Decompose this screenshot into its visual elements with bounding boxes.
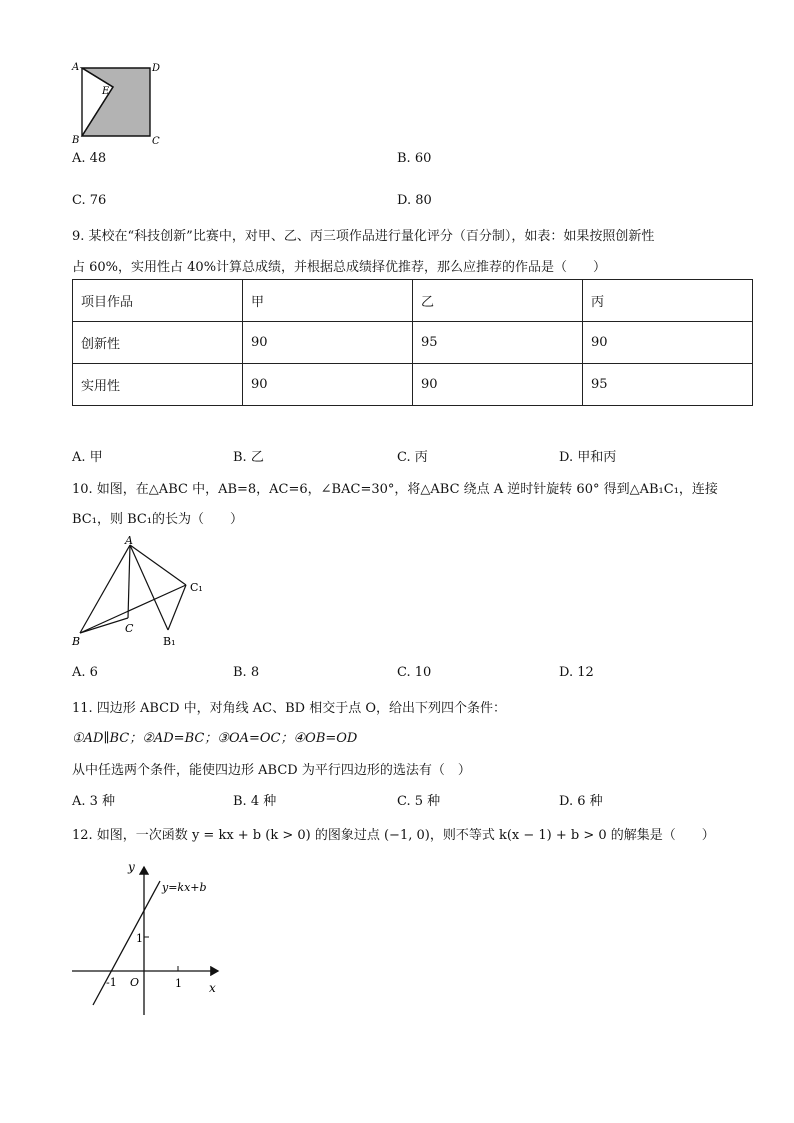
q10-stem-line2: BC₁，则 BC₁的长为（ ） [72, 512, 244, 527]
q8-option-a[interactable]: A. 48 [72, 151, 107, 166]
table-header-cell: 项目作品 [73, 280, 243, 322]
q8-option-c[interactable]: C. 76 [72, 193, 107, 208]
q11-stem-line1: 11. 四边形 ABCD 中，对角线 AC、BD 相交于点 O，给出下列四个条件： [72, 701, 506, 716]
q11-option-a[interactable]: A. 3 种 [72, 794, 116, 809]
q8-label-b: B [72, 135, 80, 146]
q12-label-one-y: 1 [136, 932, 143, 945]
table-cell: 95 [583, 364, 753, 406]
q12-line-graph [93, 881, 160, 1005]
q9-option-c[interactable]: C. 丙 [397, 450, 428, 465]
q10-label-b: B [72, 635, 81, 648]
q10-label-b1: B₁ [163, 635, 176, 648]
table-cell: 90 [243, 364, 413, 406]
q9-option-d[interactable]: D. 甲和丙 [559, 450, 617, 465]
q10-option-c[interactable]: C. 10 [397, 665, 432, 680]
q12-label-line: y=kx+b [162, 881, 207, 894]
table-cell: 创新性 [73, 322, 243, 364]
q10-label-a: A [125, 534, 133, 547]
q8-option-b[interactable]: B. 60 [397, 151, 432, 166]
q11-option-d[interactable]: D. 6 种 [559, 794, 603, 809]
q10-segment-ac [128, 545, 130, 618]
q10-label-c1: C₁ [190, 581, 203, 594]
table-header-cell: 乙 [413, 280, 583, 322]
table-cell: 实用性 [73, 364, 243, 406]
q9-score-table [72, 279, 753, 406]
q12-label-y: y [128, 860, 135, 874]
q12-label-minus-one: -1 [106, 976, 117, 989]
table-cell: 90 [413, 364, 583, 406]
q9-stem-line1: 9. 某校在“科技创新”比赛中，对甲、乙、丙三项作品进行量化评分（百分制），如表：如果按照创新性 [72, 229, 655, 244]
table-cell: 95 [413, 322, 583, 364]
q10-figure [68, 535, 218, 655]
q9-option-b[interactable]: B. 乙 [233, 450, 264, 465]
q12-label-origin: O [130, 976, 140, 989]
q8-label-d: D [152, 63, 161, 74]
q10-option-d[interactable]: D. 12 [559, 665, 594, 680]
table-header-cell: 丙 [583, 280, 753, 322]
q10-stem-line1: 10. 如图，在△ABC 中，AB=8，AC=6，∠BAC=30°，将△ABC 绕点 A 逆时针旋转 60° 得到△AB₁C₁，连接 [72, 482, 718, 497]
q8-label-a: A [72, 62, 80, 73]
q10-option-b[interactable]: B. 8 [233, 665, 260, 680]
table-cell: 90 [243, 322, 413, 364]
table-header-cell: 甲 [243, 280, 413, 322]
q10-option-a[interactable]: A. 6 [72, 665, 98, 680]
q11-conditions: ①AD∥BC；②AD=BC；③OA=OC；④OB=OD [72, 731, 358, 746]
q11-option-b[interactable]: B. 4 种 [233, 794, 277, 809]
q8-shaded-region [82, 68, 150, 136]
q9-option-a[interactable]: A. 甲 [72, 450, 103, 465]
table-row [73, 364, 753, 406]
q9-stem-line2: 占 60%，实用性占 40%计算总成绩，并根据总成绩择优推荐，那么应推荐的作品是（ ） [72, 260, 607, 275]
q10-label-c: C [125, 622, 134, 635]
q12-stem: 12. 如图，一次函数 y = kx + b (k > 0) 的图象过点 (−1, 0)，则不等式 k(x − 1) + b > 0 的解集是（ ） [72, 828, 715, 843]
q12-graph [68, 855, 228, 1020]
q11-option-c[interactable]: C. 5 种 [397, 794, 441, 809]
table-row [73, 322, 753, 364]
q10-segment-ab1 [130, 545, 168, 630]
q8-label-c: C [152, 136, 160, 147]
table-cell: 90 [583, 322, 753, 364]
table-header-row [73, 280, 753, 322]
q8-figure [70, 60, 165, 150]
q11-stem-line3: 从中任选两个条件，能使四边形 ABCD 为平行四边形的选法有（ ） [72, 763, 471, 778]
q8-option-d[interactable]: D. 80 [397, 193, 432, 208]
q8-label-e: E [102, 86, 110, 97]
q12-label-x: x [209, 981, 216, 995]
q12-label-one-x: 1 [175, 977, 182, 990]
